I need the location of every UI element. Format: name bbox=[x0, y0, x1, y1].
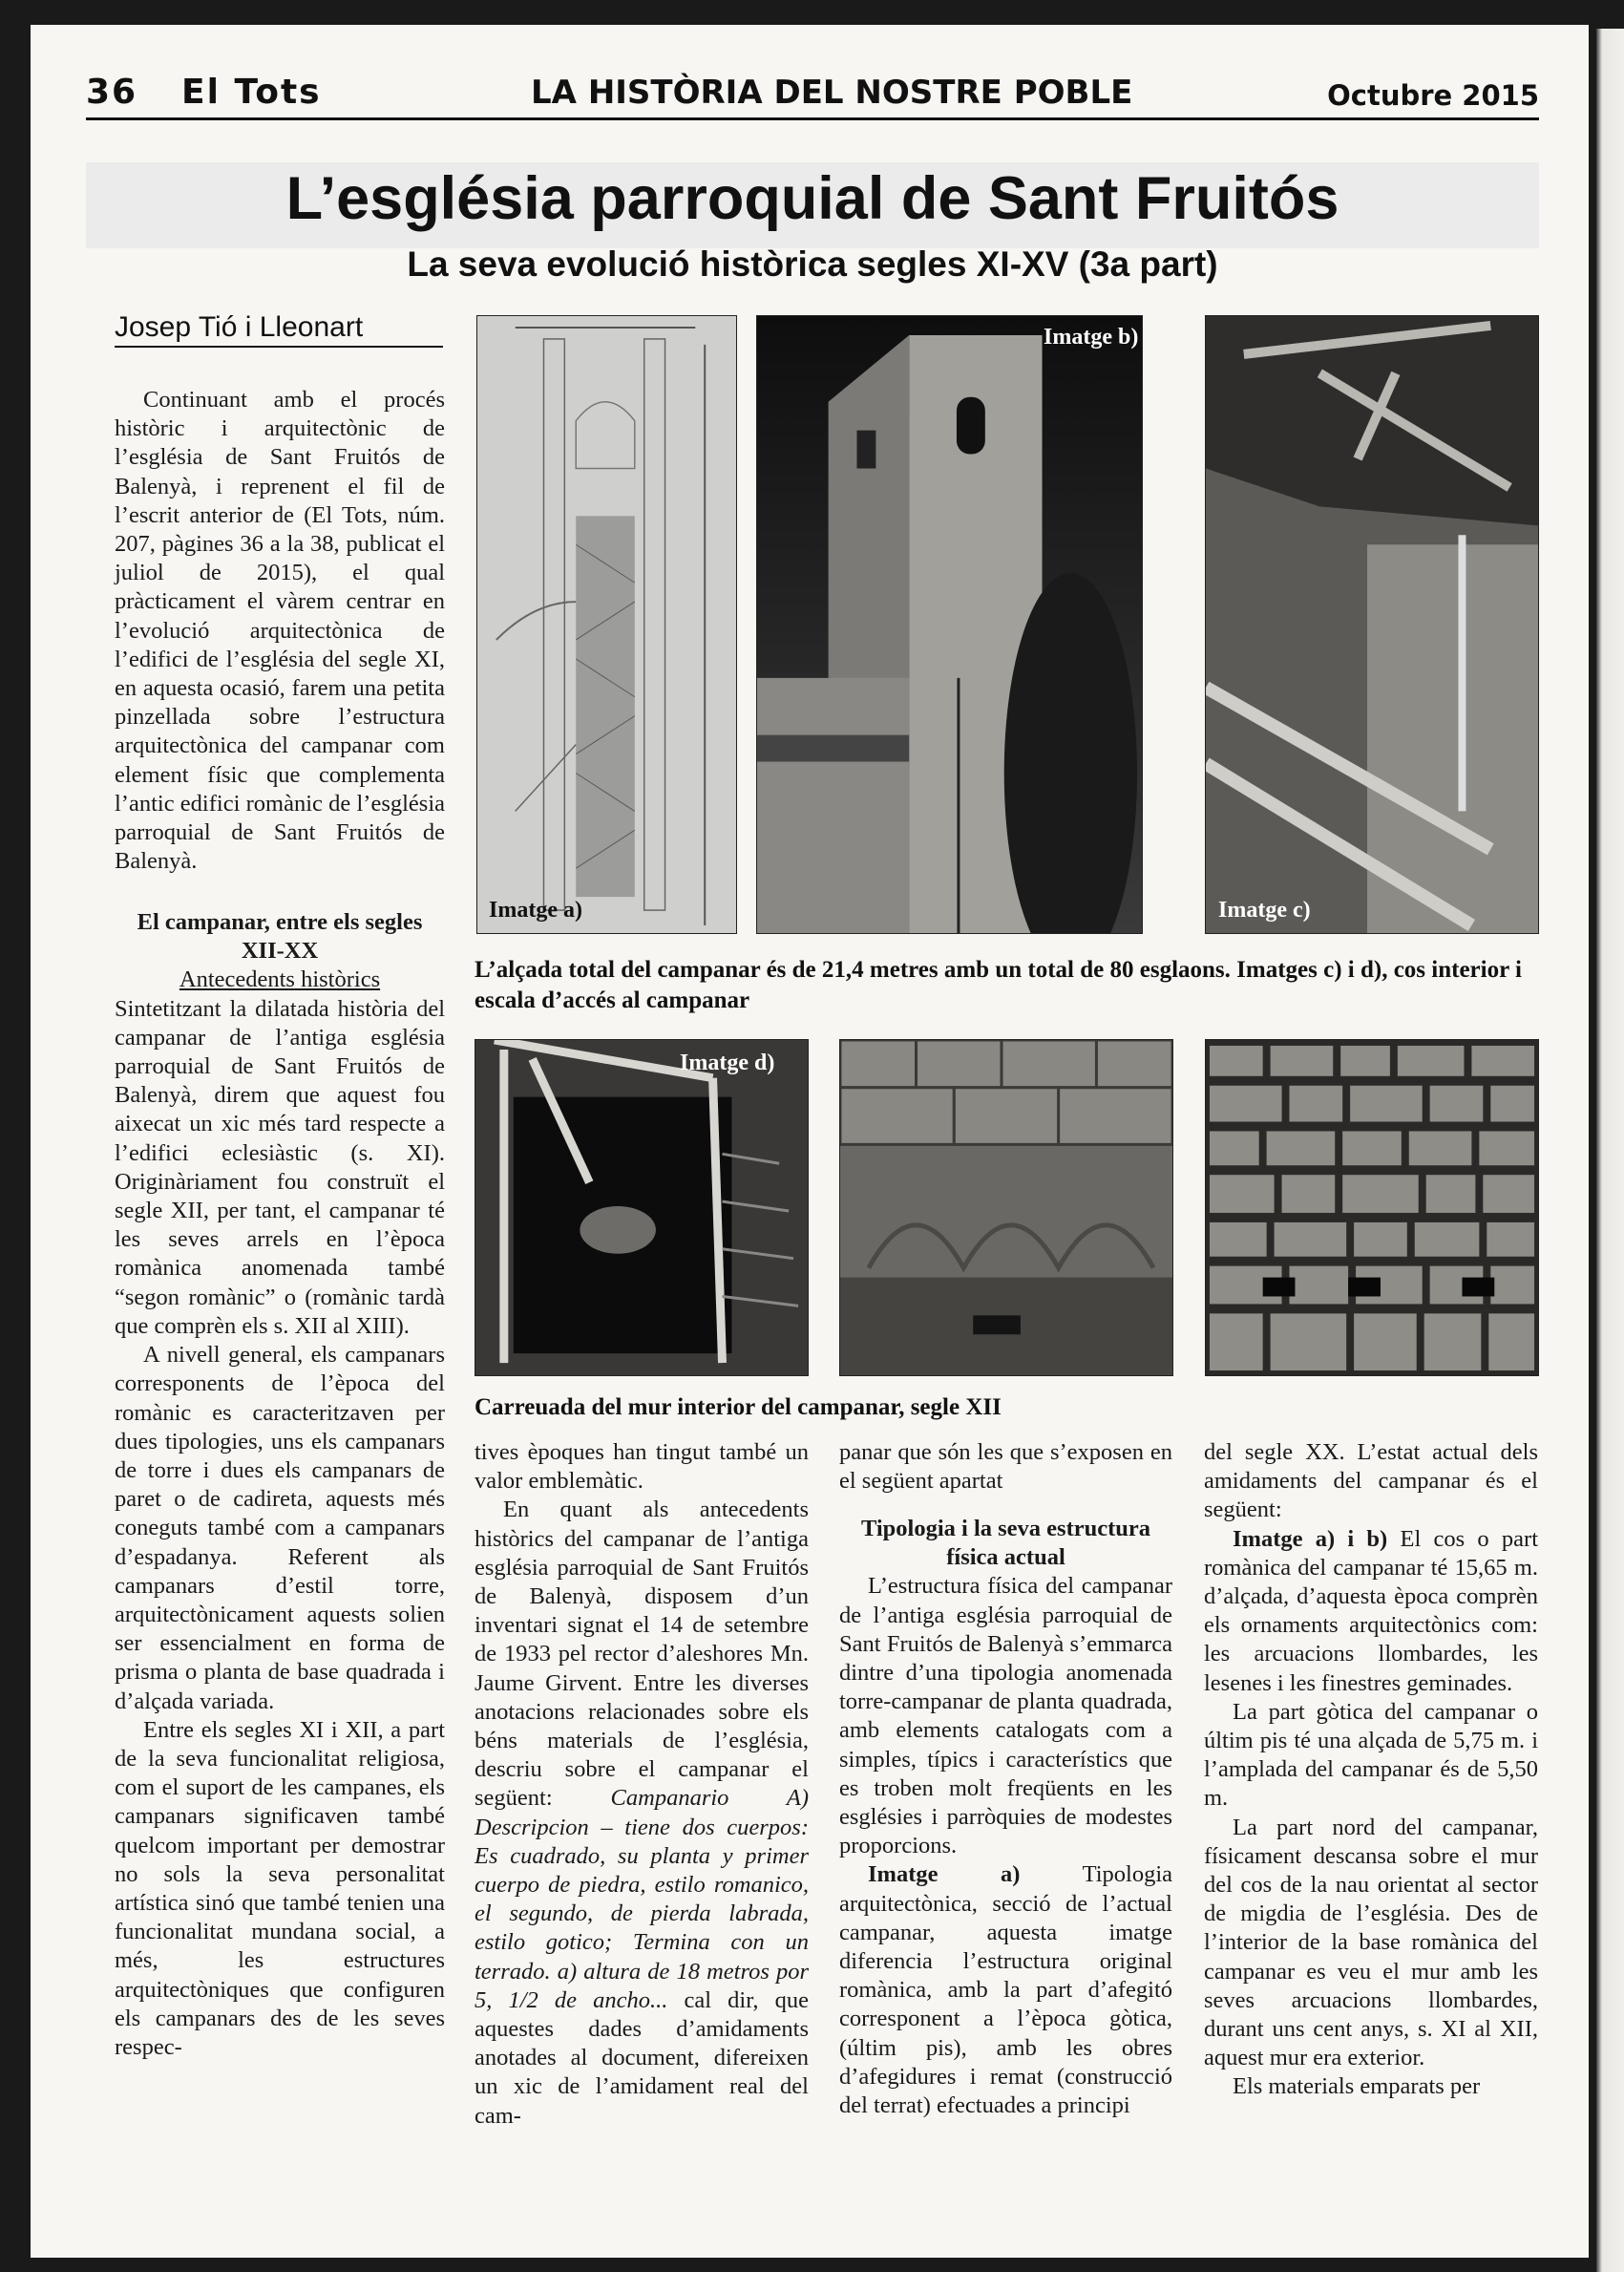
image-a-section-drawing bbox=[476, 315, 737, 934]
image-d-stairway bbox=[475, 1039, 809, 1376]
image-a-label: Imatge a) bbox=[489, 898, 582, 923]
text-inventari: En quant als antecedents històrics del campanar de l’antiga església parroquial de Sant Fruitós de Balenyà, disposem d’un inventari signat el 14 de setembre de 1933 pel rector d’aleshores Mn. Jaume Girvent. Entre les diverses anotacions relacionades sobre els béns materials de l’església, descriu sobre el campanar el següent: bbox=[475, 1497, 809, 1812]
section-name: LA HISTÒRIA DEL NOSTRE POBLE bbox=[531, 74, 1133, 112]
paragraph-imatges-ab bbox=[1204, 1525, 1538, 1698]
paragraph-materials: Els materials emparats per bbox=[1233, 2073, 1481, 2100]
page-number: 36 bbox=[86, 73, 138, 112]
subheading-antecedents: Antecedents històrics bbox=[179, 966, 381, 993]
article-title: L’església parroquial de Sant Fruitós bbox=[285, 165, 1339, 232]
author-underline bbox=[115, 346, 443, 348]
paragraph-nivell-general: A nivell general, els campanars corresponents de l’època del romànic es caracteritzaven per dues tipologies, uns els campanars de torre i dues els campanars de paret o de cadireta, aquests més coneguts també com a campanars d’espadanya. Referent als campanars d’estil torre, arquitectònicament aquests solien ser essencialment en forma de prisma o planta de base quadrada i d’alçada variada. bbox=[115, 1342, 445, 1714]
text-amidaments: cal dir, que aquestes dades d’amidaments anotades al document, difereixen un xic de l’amidament real del cam- bbox=[475, 1986, 810, 2129]
paragraph-part-nord: La part nord del campanar, físicament descansa sobre el mur del cos de la nau orientat al sector de migdia de l’església. Des de l’interior de la base romànica del campanar es veu el mur amb les seves arcuacions llombardes, durant uns cent anys, s. XI al XII, aquest mur era exterior. bbox=[1204, 1814, 1538, 2071]
article-subtitle: La seva evolució històrica segles XI-XV (3a part) bbox=[407, 244, 1218, 284]
text-imatge-a: Tipologia arquitectònica, secció de l’actual campanar, aquesta imatge diferencia l’estructura original romànica, amb la part d’afegitó corresponent a l’època gòtica, (últim pis), amb les obres d’afegidures i remat (construcció del terrat) efectuades a principi bbox=[839, 1861, 1172, 2119]
image-d-label: Imatge d) bbox=[680, 1051, 775, 1075]
caption-bottom: Carreuada del mur interior del campanar, segle XII bbox=[475, 1394, 1002, 1420]
next-page-edge bbox=[1596, 29, 1624, 2272]
column-4 bbox=[1204, 1438, 1538, 2102]
heading-tipologia: Tipologia i la seva estructura física actual bbox=[860, 1516, 1151, 1571]
photo-interior-wall-2 bbox=[1205, 1039, 1539, 1376]
ref-imatge-a: Imatge a) bbox=[868, 1861, 1021, 1888]
paragraph-tives: tives èpoques han tingut també un valor emblemàtic. bbox=[475, 1439, 809, 1495]
paragraph-segles: Entre els segles XI i XII, a part de la seva funcionalitat religiosa, com el suport de les campanes, els campanars significaven també quelcom important per demostrar no sols la seva personalitat artística sinó que també tenien una funcionalitat mundana social, a més, les estructures arquitectòniques que configuren els campanars des de les seves respec- bbox=[115, 1716, 445, 2060]
text-imatges-ab: El cos o part romànica del campanar té 15,65 m. d’alçada, d’aquesta època comprèn els ornaments arquitectònics com: les arcuacions llombardes, les lesenes i les finestres geminades. bbox=[1204, 1525, 1538, 1696]
caption-top: L’alçada total del campanar és de 21,4 metres amb un total de 80 esglaons. Imatges c) i d), cos interior i escala d’accés al campanar bbox=[475, 957, 1522, 1013]
issue-date: Octubre 2015 bbox=[1327, 79, 1539, 112]
intro-paragraph: Continuant amb el procés històric i arquitectònic de l’església de Sant Fruitós de Balenyà, i reprenent el fil de l’escrit anterior de (El Tots, núm. 207, pàgines 36 a la 38, publicat el juliol de 2015), el qual pràcticament el vàrem centrar en l’evolució arquitectònica de l’edifici de l’església del segle XI, en aquesta ocasió, farem una petita pinzellada sobre l’estructura arquitectònica del campanar com element físic que complementa l’antic edifici romànic de l’església parroquial de Sant Fruitós de Balenyà. bbox=[115, 387, 445, 875]
column-1 bbox=[115, 386, 445, 2062]
image-c-label: Imatge c) bbox=[1218, 898, 1311, 923]
paragraph-sintetitzant: Sintetitzant la dilatada història del campanar de l’antiga església parroquial de Sant Fruitós de Balenyà, direm que aquest fou aixecat un xic més tard respecte a l’edifici eclesiàstic (s. XI). Originàriament fou construït el segle XII, per tant, el campanar té les seves arrels en l’època romànica anomenada també “segon romànic” o (romànic tardà que comprèn els s. XII al XIII). bbox=[115, 995, 445, 1339]
paragraph-imatge-a bbox=[839, 1860, 1172, 2120]
paragraph-estructura: L’estructura física del campanar de l’antiga església parroquial de Sant Fruitós de Balenyà s’emmarca dintre d’una tipologia anomenada torre-campanar de planta quadrada, amb elements catalogats com a simples, típics i característics que es troben molt freqüents en les esglésies i parròquies de modestes proporcions. bbox=[839, 1573, 1172, 1859]
article-author: Josep Tió i Lleonart bbox=[115, 311, 364, 343]
column-2 bbox=[475, 1438, 809, 2131]
image-c-tower-interior bbox=[1205, 315, 1539, 934]
heading-campanar: El campanar, entre els segles XII-XX bbox=[137, 909, 423, 965]
paragraph-segle-xx: del segle XX. L’estat actual dels amidaments del campanar és el següent: bbox=[1204, 1439, 1538, 1523]
image-b-label: Imatge b) bbox=[1044, 325, 1139, 350]
ref-imatges-ab: Imatge a) i b) bbox=[1233, 1525, 1388, 1552]
quote-inventari: Campanario A) Descripcion – tiene dos cuerpos: Es cuadrado, su planta y primer cuerpo de piedra, estilo romanico, el segundo, de pierda labrada, estilo gotico; Termina con un terrado. a) altura de 18 metros por 5, 1/2 de ancho... bbox=[475, 1785, 809, 2013]
column-3 bbox=[839, 1438, 1172, 2120]
paragraph-panar: panar que són les que s’exposen en el següent apartat bbox=[839, 1439, 1172, 1495]
paragraph-part-gotica: La part gòtica del campanar o últim pis té una alçada de 5,75 m. i l’amplada del campanar és de 5,50 m. bbox=[1204, 1698, 1538, 1812]
photo-interior-wall-1 bbox=[839, 1039, 1173, 1376]
page-header bbox=[86, 63, 1539, 120]
magazine-name: El Tots bbox=[181, 73, 322, 112]
paragraph-antecedents bbox=[475, 1496, 809, 2130]
image-b-bell-tower bbox=[756, 315, 1143, 934]
